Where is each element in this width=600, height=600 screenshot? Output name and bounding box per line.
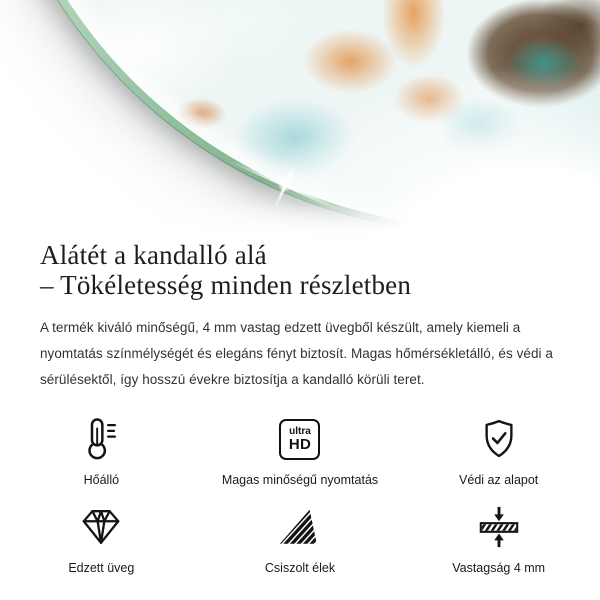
shield-check-icon	[477, 416, 521, 462]
page-title	[40, 240, 560, 300]
diamond-icon	[78, 504, 124, 550]
ultra-hd-icon-text-top: ultra	[289, 425, 311, 437]
feature-protects-base	[399, 416, 598, 488]
ultra-hd-icon-text-bottom: HD	[288, 435, 312, 453]
feature-polished-edges	[201, 504, 400, 576]
polished-edges-icon	[277, 504, 323, 550]
product-description: A termék kiváló minőségű, 4 mm vastag edzett üvegből készült, amely kiemeli a nyomtatás színmélységét és elegáns fényt biztosít. Magas hőmérsékletálló, és védi a sérülésektől, így hosszú évekre biztosítja a kandalló körüli teret.	[40, 320, 553, 387]
feature-label: Edzett üveg	[68, 561, 135, 575]
thickness-icon	[476, 504, 522, 550]
feature-label: Hőálló	[83, 473, 120, 487]
feature-label: Magas minőségű nyomtatás	[221, 473, 379, 487]
feature-label: Vastagság 4 mm	[452, 561, 546, 575]
feature-tempered-glass	[2, 504, 201, 576]
thermometer-icon	[78, 416, 124, 462]
product-photo	[0, 0, 600, 236]
feature-heat-resistant	[2, 416, 201, 488]
feature-thickness	[399, 504, 598, 576]
ultra-hd-icon	[279, 416, 320, 462]
page-title-line1: Alátét a kandalló alá	[40, 240, 267, 270]
feature-label: Csiszolt élek	[264, 561, 336, 575]
feature-label: Védi az alapot	[459, 473, 539, 487]
features-grid	[0, 416, 600, 576]
feature-high-quality-print	[201, 416, 400, 488]
page-title-line2: – Tökéletesség minden részletben	[40, 270, 412, 300]
